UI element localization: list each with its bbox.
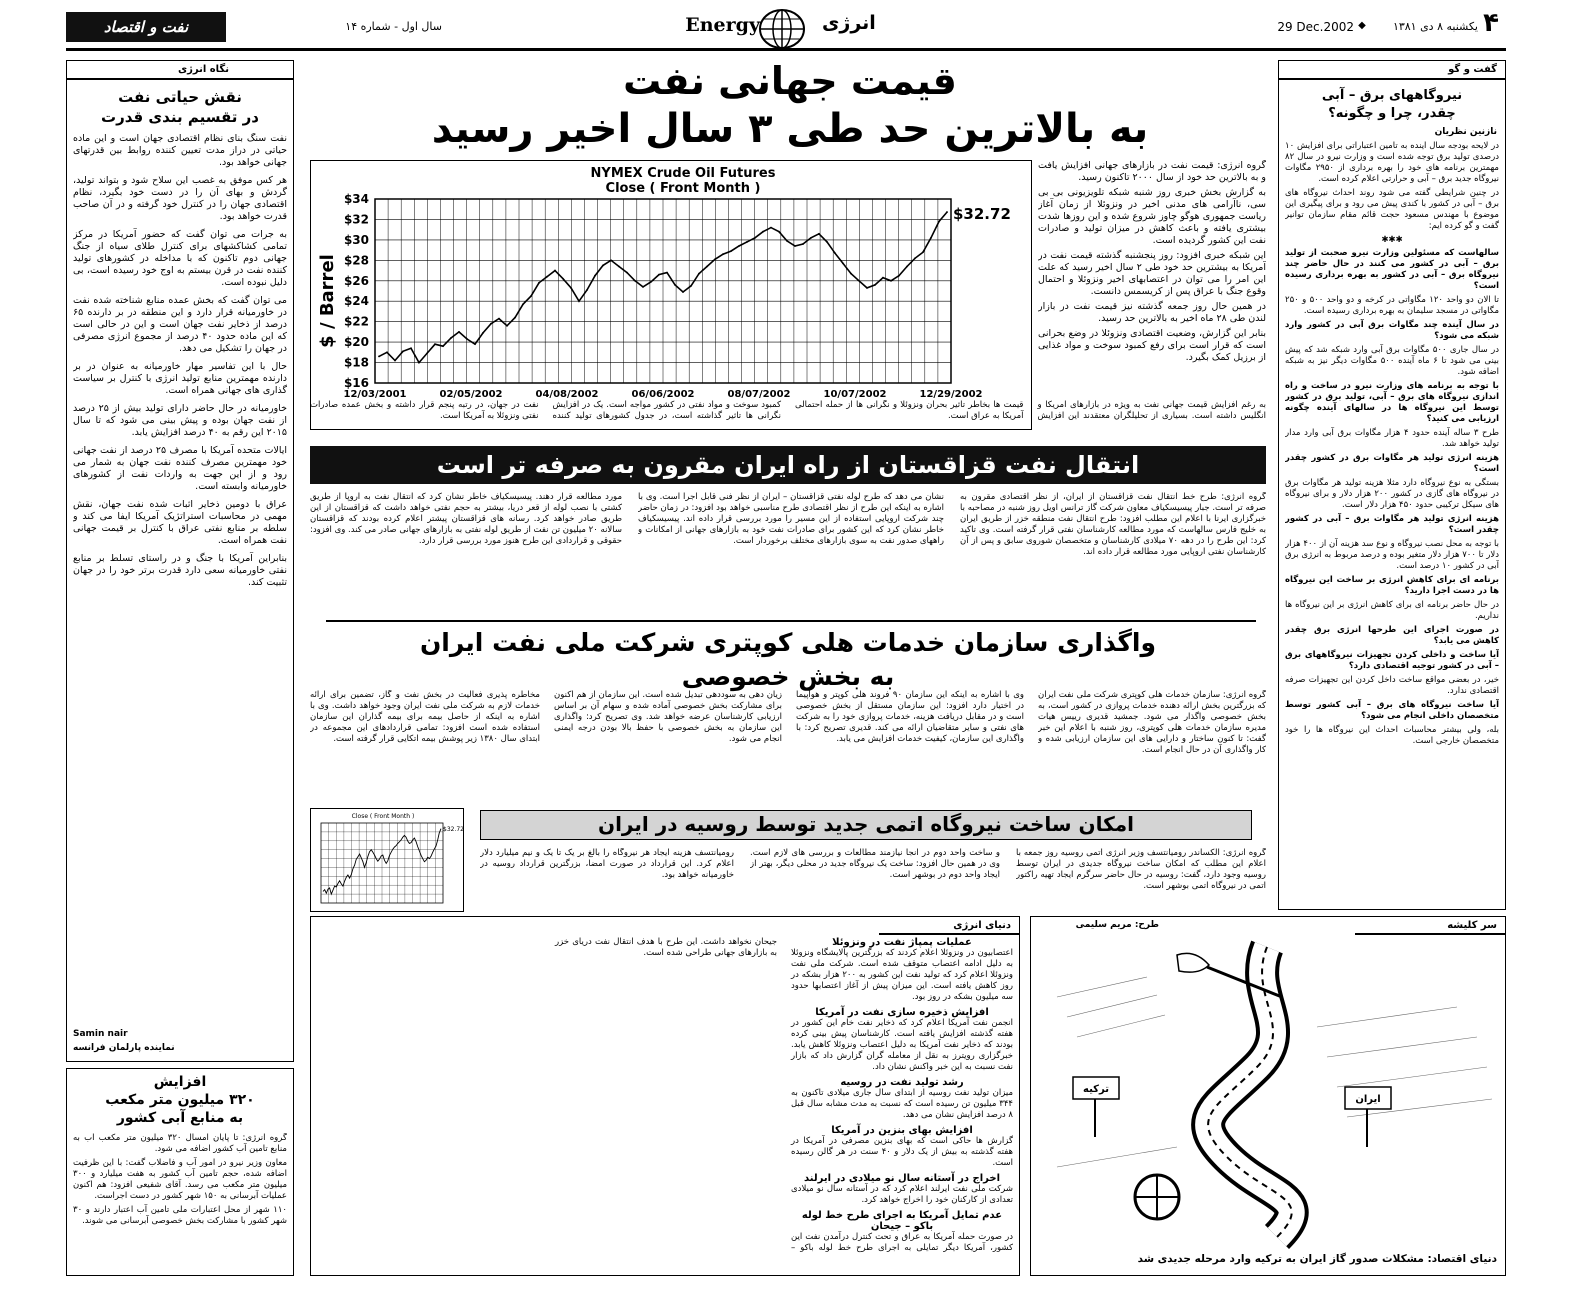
world-energy-item [791, 1077, 1013, 1121]
kazakh-article [310, 492, 1266, 608]
masthead-logo: نفت و اقتصاد [66, 12, 226, 42]
world-energy-item-text: شرکت ملی نفت ایرلند اعلام کرد که در آستانه سال نو میلادی تعدادی از کارکنان خود را اخراج خواهد کرد. [791, 1184, 1013, 1205]
right-paragraph: بله، ولی بیشتر محاسبات احداث این نیروگاه ها را خود متخصصان خارجی است. [1285, 725, 1499, 746]
world-energy-item-text: گزارش ها حاکی است که بهای بنزین مصرفی در آمریکا در هفته گذشته به بیش از یک دلار و ۴۰ سنت در هر گالن رسیده است. [791, 1136, 1013, 1168]
chart-data-point [450, 337, 452, 339]
left-paragraph: می توان گفت که بخش عمده منابع شناخته شده نفت در خاورمیانه قرار دارد و این منطقه در بر دارنده ۶۵ درصد از ذخایر نفت جهان است و این در حالی است که این ماده حدود ۴۰ درصد از مجموع انرژی مصرفی در جهان را تشکیل می دهد. [73, 295, 287, 354]
date-fa: یکشنبه ۸ دی ۱۳۸۱ [1392, 20, 1478, 33]
right-question: در سال آینده چند مگاوات برق آبی در کشور وارد شبکه می شود؟ [1285, 320, 1499, 341]
russia-article [480, 848, 1266, 912]
chart-y-tick-label: $34 [343, 192, 369, 206]
world-energy-item-text: میزان تولید نفت روسیه از ابتدای سال جاری میلادی تاکنون به ۳۴۴ میلیون تن رسیده است که نسبت به مدت مشابه سال قبل ۸ درصد افزایش نشان می دهد. [791, 1088, 1013, 1120]
chart-end-label: $32.72 [953, 205, 1011, 223]
right-paragraph: طرح ۳ ساله آینده حدود ۴ هزار مگاوات برق آبی وارد مدار تولید خواهد شد. [1285, 428, 1499, 449]
helicopter-column: گروه انرژی: سازمان خدمات هلی کوپتری شرکت ملی نفت ایران که بزرگترین بخش ارائه دهنده خدمات پروازی در کشور است، به بخش خصوصی واگذار می شود. جمشید قدیری رییس هیات مدیره سازمان خدمات هلی کوپتری، روز شنبه با اعلام این خبر گفت: تا کنون ساختار و دارایی های این سازمان ارزیابی شده و کار واگذاری آن در حال انجام است. [1038, 690, 1266, 755]
chart-data-point [778, 231, 780, 233]
chart-data-point [922, 251, 924, 253]
world-energy-item-title: افزایش ذخیره سازی نفت در آمریکا [815, 1007, 989, 1018]
right-question: هزینه انرژی تولید هر مگاوات برق در کشور چقدر است؟ [1285, 453, 1499, 474]
left-paragraph: عراق با دومین ذخایر اثبات شده نفت جهان، نقش مهمی در محاسبات استراتژیک آمریکا ایفا می کند و سلطه بر منابع نفتی عراق با کنترل بر قیمت جهانی نفت همراه است. [73, 499, 287, 546]
chart-data-point [826, 241, 828, 243]
lead-article [1038, 160, 1266, 430]
chart-data-point [530, 295, 532, 297]
russia-headline: امکان ساخت نیروگاه اتمی جدید توسط روسیه در ایران [480, 810, 1252, 840]
lead-article-continued [310, 400, 1266, 440]
chart-data-point [410, 347, 412, 349]
left-paragraph: نفت سنگ بنای نظام اقتصادی جهان است و این ماده حیاتی در دراز مدت تعیین کننده روابط بین قدرتهای جهانی خواهد بود. [73, 133, 287, 168]
chart-data-point [626, 272, 628, 274]
masthead: نفت و اقتصاد سال اول - شماره ۱۴ Energy انرژی 29 Dec.2002 ◆ یکشنبه ۸ دی ۱۳۸۱ ۴ [66, 8, 1506, 48]
water-paragraph: گروه انرژی: تا پایان امسال ۳۲۰ میلیون متر مکعب آب به منابع تامین آب کشور اضافه می شود. [73, 1133, 287, 1154]
chart-data-point [842, 263, 844, 265]
left-column-title-line2: در تقسیم بندی قدرت [101, 108, 259, 126]
chart-data-point [874, 284, 876, 286]
russia-column: گروه انرژی: الکساندر رومیانتسف وزیر انرژی اتمی روسیه روز جمعه با اعلام این مطلب که امکان ساخت نیروگاه جدیدی در ایران توسط روسیه وجود دارد، گفت: روسیه در حال حاضر سرگرم ایجاد تهیه راکتور اتمی در نیروگاه اتمی بوشهر است. [1016, 848, 1266, 891]
left-paragraph: بنابراین آمریکا با جنگ و در راستای تسلط بر منابع نفتی خاورمیانه سعی دارد قدرت برتر خود را در جهان تثبیت کند. [73, 553, 287, 588]
world-energy-item-text: انجمن نفت آمریکا اعلام کرد که ذخایر نفت خام این کشور در هفته گذشته افزایش یافته است. کارشناسان پیش بینی کرده بودند که ذخایر نفت آمریکا به دلیل اعتصاب ونزوئلا کاهش یابد. خبرگزاری رویترز به نقل از معامله گران گزارش داد که بازار نفت نسبت به این خبر واکنش نشان داد. [791, 1018, 1013, 1072]
cartoon-section [1030, 916, 1506, 1276]
chart-data-point [506, 325, 508, 327]
world-energy-item [791, 1007, 1013, 1073]
chart-data-point [522, 303, 524, 305]
main-headline-line2: به بالاترین حد طی ۳ سال اخیر رسید [431, 106, 1149, 152]
world-energy-section [310, 916, 1020, 1276]
left-column-box [66, 60, 294, 1062]
left-column-byline-fa: نماینده پارلمان فرانسه [73, 1043, 175, 1053]
chart-data-point [674, 284, 676, 286]
chart-data-point [514, 317, 516, 319]
page-number: ۴ [1483, 8, 1499, 38]
left-paragraph: خاورمیانه در حال حاضر دارای تولید بیش از ۲۵ درصد از نفت جهان بوده و پیش بینی می شود که تا سال ۲۰۱۵ این رقم به ۴۰ درصد افزایش یابد. [73, 403, 287, 438]
world-energy-item-title: اخراج در آستانه سال نو میلادی در ایرلند [803, 1173, 1001, 1184]
mini-chart-title: Close ( Front Month ) [351, 813, 415, 820]
chart-data-point [538, 282, 540, 284]
world-energy-item-title: افزایش بهای بنزین در آمریکا [831, 1125, 973, 1136]
right-question: آیا ساخت نیروگاه های برق – آبی کشور توسط متخصصان داخلی انجام می شود؟ [1285, 700, 1499, 721]
world-energy-kicker: دنیای انرژی [953, 920, 1011, 931]
lead-paragraph: به رغم افزایش قیمت جهانی نفت به ویژه در بازارهای آمریکا و انگلیس داشته است. بسیاری از تحلیلگران معتقدند این افزایش قیمت ها بخاطر تاثیر بحران ونزوئلا و نگرانی ها از حمله احتمالی آمریکا به عراق است. [795, 400, 1266, 421]
globe-icon [750, 6, 814, 52]
chart-data-point [618, 266, 620, 268]
pipeline-cartoon [1037, 937, 1499, 1249]
helicopter-column: وی با اشاره به اینکه این سازمان ۹۰ فروند هلی کوپتر و هواپیما در اختیار دارد افزود: این سازمان مستقل از بخش خصوصی است و در مقابل دریافت هزینه، خدمات پروازی خود را به شرکت های نفتی و سایر متقاضیان ارائه می کند. قدیری تصریح کرد: با واگذاری این سازمان، کیفیت خدمات افزایش می یابد. [796, 690, 1024, 744]
right-paragraph: در لایحه بودجه سال آینده به تامین اعتباراتی برای افزایش ۱۰ درصدی تولید برق توجه شده است و وزارت نیرو در سال ۸۲ مهمترین برنامه های خود را بهره برداری از ۲۹۵۰ مگاوات نیروگاه جدید برق – آبی و حرارتی اعلام کرده است. [1285, 141, 1499, 184]
chart-data-point [658, 274, 660, 276]
chart-y-tick-label: $30 [343, 232, 369, 247]
right-column-kicker: گفت و گو [1448, 64, 1497, 75]
water-title-line1: ۳۲۰ میلیون متر مکعب [105, 1092, 255, 1108]
chart-data-point [794, 245, 796, 247]
mini-chart-svg [311, 809, 463, 911]
chart-data-point [850, 273, 852, 275]
chart-data-point [482, 332, 484, 334]
world-energy-item-text: اعتصابیون در ونزوئلا اعلام کردند که بزرگترین پالایشگاه ونزوئلا به دلیل ادامه اعتصاب متوقف شده است. شرکت ملی نفت ونزوئلا اعلام کرد که تولید نفت این کشور به ۲۰۰ هزار بشکه در روز کاهش یافته است. این میزان پیش از آغاز اعتصابها حدود سه میلیون بشکه در روز بود. [791, 948, 1013, 1002]
chart-y-axis-label: $ / Barrel [317, 254, 338, 348]
chart-data-point [418, 362, 420, 364]
chart-title: NYMEX Crude Oil Futures [590, 166, 776, 181]
chart-x-tick-label: 12/29/2002 [919, 389, 983, 400]
chart-data-point [866, 287, 868, 289]
right-paragraph: در چنین شرایطی گفته می شود روند احداث نیروگاه های برق – آبی در کشور با کندی پیش می رود و برای پیگیری این موضوع با مهندس مسعود حجت قائم مقام سازمان توانیر گفت و گو کرده ایم: [1285, 188, 1499, 231]
cartoon-sign-turkey: ترکیه [1083, 1084, 1109, 1095]
oil-chart-svg [311, 161, 1030, 428]
right-question: سالهاست که مسئولین وزارت نیرو صحبت از تولید برق – آبی در کشور می کنند در حال حاضر چند نیروگاه برق – آبی در کشور به بهره برداری رسیده است؟ [1285, 248, 1499, 291]
right-paragraph: تا الان دو واحد ۱۲۰ مگاواتی در کرخه و دو واحد ۵۰۰ و ۲۵۰ مگاواتی در مسجد سلیمان به بهره برداری رسیده است. [1285, 295, 1499, 316]
chart-data-point [858, 280, 860, 282]
chart-data-point [786, 240, 788, 242]
lead-paragraph: گروه انرژی: قیمت نفت در بازارهای جهانی افزایش یافت و به بالاترین حد خود از سال ۲۰۰۰ تاکنون رسید. [1038, 160, 1266, 183]
chart-data-point [594, 275, 596, 277]
right-question: برنامه ای برای کاهش انرژی بر ساخت این نیروگاه ها در دست اجرا دارید؟ [1285, 575, 1499, 596]
water-kicker: افزایش [153, 1074, 207, 1090]
right-column-title-line1: نیروگاههای برق – آبی [1321, 88, 1463, 103]
right-question: در صورت اجرای این طرحها انرژی برق چقدر کاهش می یابد؟ [1285, 625, 1499, 646]
chart-y-tick-label: $32 [343, 212, 369, 227]
mini-chart [310, 808, 464, 912]
chart-data-point [930, 237, 932, 239]
right-column-title-line2: چقدر، چرا و چگونه؟ [1328, 106, 1456, 121]
chart-data-point [570, 287, 572, 289]
chart-data-point [562, 278, 564, 280]
kazakh-column: مورد مطالعه قرار دهند. پیسیسکیاف خاطر نشان کرد که انتقال نفت به اروپا از طریق کشتی با نصب لوله از قعر دریا، بیشتر به حجم نفتی خواهد داشت که قزاقستان از این طریق صادر خواهد کرد. رسانه های قزاقستان پیشتر اعلام کرده بودند که قزاقستان سالانه ۲۰ میلیون تن نفت از طریق لوله نفتی به بازارهای جهانی صادر می کند. وی افزود: حقوقی و قراردادی این طرح هنوز مورد بررسی قرار دارد. [310, 492, 622, 546]
chart-data-point [754, 237, 756, 239]
chart-data-point [466, 338, 468, 340]
chart-data-point [458, 331, 460, 333]
right-paragraph: با توجه به محل نصب نیروگاه و نوع سد هزینه آن از ۴۰۰ هزار دلار تا ۷۰۰ هزار دلار متغیر بوده و درصد مربوط به انرژی برق آبی در کشور ۱۰ درصد است. [1285, 539, 1499, 571]
left-paragraph: هر کس موفق به غصب این سلاح شود و بتواند تولید، گردش و بهای آن را در دست خود بگیرد، نظام اقتصادی جهان را در کنترل خود گرفته و در آن صاحب قدرت خواهد بود. [73, 175, 287, 222]
chart-data-point [682, 291, 684, 293]
right-paragraph: در حال حاضر برنامه ای برای کاهش انرژی بر این نیروگاه ها نداریم. [1285, 600, 1499, 621]
right-column-byline: نازنین نظریان [1434, 127, 1497, 137]
water-body [73, 1133, 287, 1271]
chart-data-point [898, 275, 900, 277]
world-energy-item [791, 937, 1013, 1003]
helicopter-headline-line2: به بخش خصوصی [681, 662, 895, 691]
water-paragraph: معاون وزیر نیرو در امور آب و فاضلاب گفت: با این ظرفیت اضافه شده، حجم تامین آب کشور به هفت میلیارد و ۳۰۰ میلیون متر مکعب می رسد. آقای شفیعی افزود: هم اکنون عملیات آبرسانی به ۱۵۰ شهر کشور در دست اجراست. [73, 1158, 287, 1201]
chart-data-point [770, 227, 772, 229]
chart-data-point [714, 258, 716, 260]
helicopter-column: مخاطره پذیری فعالیت در بخش نفت و گاز، تضمین برای ارائه خدمات لازم به شرکت ملی نفت ایران وجود خواهد داشت. وی با اشاره به اینکه از حاصل بیمه برای بیمه گذاران این سازمان استفاده شده است افزود: تمامی قراردادهای این مجموعه در ابتدای سال ۱۳۸۰ زیر پوشش بیمه اتکایی قرار گرفته است. [310, 690, 540, 744]
water-title [71, 1073, 289, 1127]
chart-data-point [650, 281, 652, 283]
helicopter-headline [310, 626, 1266, 694]
left-paragraph: به جرات می توان گفت که حضور آمریکا در مرکز تمامی کشاکشهای برای کنترل طلای سیاه از جنگ جهانی دوم تاکنون که با مداخله در کشورهای تولید کننده نفت در قرن بیستم به اوج خود رسیده است، بی دلیل نبوده است. [73, 229, 287, 288]
water-title-line2: به منابع آبی کشور [116, 1110, 244, 1126]
chart-y-tick-label: $22 [343, 314, 369, 329]
chart-x-tick-label: 08/07/2002 [727, 389, 791, 400]
russia-column: رومیانتسف هزینه ایجاد هر نیروگاه را بالغ بر یک تا یک و نیم میلیارد دلار اعلام کرد. این قرارداد در صورت امضا، بزرگترین قرارداد روسیه در خاورمیانه خواهد بود. [480, 848, 734, 880]
chart-data-point [474, 343, 476, 345]
chart-data-point [810, 237, 812, 239]
helicopter-column: زیان دهی به سوددهی تبدیل شده است. این سازمان از هم اکنون برای مشارکت بخش خصوصی آماده شده و سهام آن بر اساس ارزیابی کارشناسان عرضه خواهد شد. وی تصریح کرد: واگذاری این سازمان به بخش خصوصی با حفظ بالا بودن درجه ایمنی انجام می شود. [554, 690, 782, 744]
chart-x-tick-label: 04/08/2002 [535, 389, 599, 400]
kazakh-column: گروه انرژی: طرح خط انتقال نفت قزاقستان از ایران، از نظر اقتصادی مقرون به صرفه تر است. جبار پیسیسکیاف معاون شرکت گاز ترانس اویل روز شنبه در مصاحبه با خبرگزاری ایرنا با اعلام این مطلب افزود: طرح انتقال نفت منطقه خزر از طریق ایران به خلیج فارس سالهاست که مورد مطالعه کارشناسان نفتی قرار گرفته است. وی تاکید کرد: این طرح را در دهه ۷۰ میلادی کارشناسان و متخصصان شوروی سابق و پس از آن کارشناسان نفتی اروپایی مورد مطالعه قرار داده اند. [960, 492, 1266, 557]
lead-paragraph: به گزارش بخش خبری روز شنبه شبکه تلویزیونی بی بی سی، ناآرامی های مدنی اخیر در ونزوئلا از زمان آغاز ریاست جمهوری هوگو چاوز شروع شده و این روزها شدت بیشتری یافته و باعث کاهش در میزان تولید و صادرات نفت این کشور گردیده است. [1038, 187, 1266, 246]
right-question: با توجه به برنامه های وزارت نیرو در ساخت و راه اندازی نیروگاه های برق – آبی، تولید برق در کشور توسط این نیروگاه ها در سالهای آینده چگونه ارزیابی می کنید؟ [1285, 381, 1499, 424]
cartoon-credit: طرح: مریم سلیمی [1075, 920, 1159, 930]
right-question: آیا ساخت و داخلی کردن تجهیزات نیروگاههای برق – آبی در کشور توجیه اقتصادی دارد؟ [1285, 650, 1499, 671]
cartoon-caption: دنیای اقتصاد: مشکلات صدور گاز ایران به ترکیه وارد مرحله جدیدی شد [1137, 1253, 1497, 1265]
right-paragraph: بستگی به نوع نیروگاه دارد مثلا هزینه تولید هر مگاوات برق در نیروگاه های گازی در کشور ۲۰۰ هزار دلار و برای نیروگاه های سیکل ترکیبی حدود ۴۵۰ هزار دلار است. [1285, 478, 1499, 510]
right-column-body [1285, 141, 1499, 905]
chart-data-point [698, 273, 700, 275]
world-energy-item-title: عملیات پمپاژ نفت در ونزوئلا [832, 937, 972, 948]
chart-y-tick-label: $26 [343, 273, 369, 288]
cartoon-kicker: سر کلیشه [1447, 920, 1497, 931]
chart-x-tick-label: 12/03/2001 [343, 389, 407, 400]
chart-data-point [690, 285, 692, 287]
chart-data-point [834, 252, 836, 254]
cartoon-sign-iran: ایران [1355, 1094, 1381, 1105]
world-energy-item-title: عدم تمایل آمریکا به اجرای طرح خط لوله باکو – جیحان [801, 1210, 1003, 1232]
chart-data-point [722, 253, 724, 255]
chart-data-point [394, 360, 396, 362]
mini-chart-end-label: $32.72 [443, 826, 463, 833]
chart-data-point [378, 356, 380, 358]
chart-data-point [434, 343, 436, 345]
chart-y-tick-label: $18 [343, 355, 369, 370]
chart-data-point [802, 243, 804, 245]
main-headline-line1: قیمت جهانی نفت [623, 59, 957, 103]
chart-y-tick-label: $16 [343, 376, 369, 390]
chart-data-point [890, 280, 892, 282]
world-energy-body [319, 937, 1013, 1271]
helicopter-article [310, 690, 1266, 802]
chart-data-point [762, 231, 764, 233]
date-en: 29 Dec.2002 [1277, 20, 1354, 34]
chart-data-point [706, 266, 708, 268]
chart-data-point [906, 266, 908, 268]
chart-data-point [642, 286, 644, 288]
chart-data-point [386, 351, 388, 353]
section-title-en: Energy [685, 14, 760, 36]
lead-paragraph: این شبکه خبری افزود: روز پنجشنبه گذشته قیمت نفت در آمریکا به بیشترین حد خود طی ۲ سال اخیر رسید که علت این امر را می توان در اعتصابهای اخیر ونزوئلا و احتمال وقوع جنگ با عراق پس از کریسمس دانست. [1038, 250, 1266, 297]
chart-x-tick-label: 06/06/2002 [631, 389, 695, 400]
chart-data-point [946, 211, 948, 213]
chart-data-point [938, 221, 940, 223]
kazakh-headline: انتقال نفت قزاقستان از راه ایران مقرون به صرفه تر است [310, 446, 1266, 484]
russia-column: و ساخت واحد دوم در آنجا نیازمند مطالعات و بررسی های لازم است. وی در همین حال افزود: ساخت یک نیروگاه جدید در محلی دیگر، بهتر از ایجاد واحد دوم در بوشهر است. [750, 848, 1000, 880]
world-energy-item [791, 1173, 1013, 1206]
chart-data-point [490, 323, 492, 325]
oil-price-chart [310, 160, 1032, 430]
kazakh-column: نشان می دهد که طرح لوله نفتی قزاقستان – ایران از نظر فنی قابل اجرا است. وی با اشاره به اینکه این طرح از نظر اقتصادی طرح مناسبی خواهد بود افزود: در زمان حاضر چند شرکت اروپایی استفاده از این مسیر را مورد بررسی قرار داده اند. پیسیسکیاف خاطر نشان کرد که این کشور برای صادرات نفت خود به بازارهای جهانی از امکانات و راههای صدور نفت به سوی بازارهای مختلف برخوردار است. [638, 492, 944, 546]
right-column-title [1283, 87, 1501, 123]
section-title-fa: انرژی [822, 12, 876, 34]
left-column-title-line1: نقش حیاتی نفت [118, 88, 242, 106]
issue-number: سال اول - شماره ۱۴ [345, 20, 442, 33]
chart-data-point [738, 245, 740, 247]
chart-data-point [426, 352, 428, 354]
world-energy-item-text: در صورت حمله آمریکا به عراق و تحت کنترل درآمدن نفت این کشور، آمریکا دیگر تمایلی به اجرای طرح خط لوله باکو – جیحان نخواهد داشت. این طرح با هدف انتقال نفت دریای خزر به بازارهای جهانی طراحی شده است. [555, 937, 1013, 1253]
chart-y-tick-label: $28 [343, 253, 369, 268]
chart-y-tick-label: $24 [343, 294, 369, 309]
left-column-title [71, 87, 289, 127]
chart-x-tick-label: 02/05/2002 [439, 389, 503, 400]
chart-data-point [554, 270, 556, 272]
chart-data-point [578, 300, 580, 302]
right-column-box [1278, 60, 1506, 910]
right-paragraph: خیر، در بعضی مواقع ساخت داخل کردن این تجهیزات صرفه اقتصادی ندارد. [1285, 675, 1499, 696]
chart-x-tick-label: 10/07/2002 [823, 389, 887, 400]
world-energy-item [791, 1125, 1013, 1169]
left-paragraph: ایالات متحده آمریکا با مصرف ۲۵ درصد از نفت جهانی خود مهمترین مصرف کننده نفت جهان به شمار می رود و از این جهت به واردات نفت از کشورهای خاورمیانه وابسته است. [73, 445, 287, 492]
chart-data-point [546, 276, 548, 278]
helicopter-headline-line1: واگذاری سازمان خدمات هلی کوپتری شرکت ملی نفت ایران [419, 628, 1157, 657]
chart-data-point [402, 350, 404, 352]
right-question: هزینه انرژی تولید هر مگاوات برق – آبی در کشور چقدر است؟ [1285, 514, 1499, 535]
water-paragraph: ۱۱۰ شهر از محل اعتبارات ملی تامین آب اعتبار دارند و ۳۰ شهر کشور با مشارکت بخش خصوصی آبرسانی می شوند. [73, 1205, 287, 1226]
chart-data-point [746, 241, 748, 243]
left-column-kicker: نگاه انرژی [177, 64, 229, 75]
chart-data-point [586, 289, 588, 291]
chart-y-tick-label: $20 [343, 335, 369, 350]
lead-paragraph: در همین حال روز جمعه گذشته نیز قیمت نفت در بازار لندن طی ۲۸ ماه اخیر به بالاترین حد رسید. [1038, 301, 1266, 324]
lead-paragraph: کمبود سوخت و مواد نفتی در کشور مواجه است. یک در افزایش نگرانی ها تاثیر گذاشته است، در جدول کشورهای تولید کننده نفت در جهان، در رتبه پنجم قرار داشته و بخش عمده صادرات نفتی ونزوئلا به آمریکا است. [310, 400, 781, 421]
chart-data-point [498, 318, 500, 320]
left-column-body [73, 133, 287, 1025]
chart-subtitle: Close ( Front Month ) [605, 181, 761, 196]
chart-data-point [730, 250, 732, 252]
right-paragraph: در سال جاری ۵۰۰ مگاوات برق آبی وارد شبکه شد که پیش بینی می شود تا ۶ ماه آینده ۵۰۰ مگاوات دیگر نیز به شبکه اضافه شود. [1285, 345, 1499, 377]
lead-paragraph: بنابر این گزارش، وضعیت اقتصادی ونزوئلا در وضع بحرانی است که قرار است برای رفع کمبود سوخت و مواد غذایی از برزیل کمک بگیرد. [1038, 328, 1266, 363]
world-energy-item-title: رشد تولید نفت در روسیه [840, 1077, 964, 1088]
chart-data-point [602, 265, 604, 267]
main-headline [310, 58, 1270, 154]
chart-data-point [610, 259, 612, 261]
left-column-byline-en: Samin nair [73, 1029, 128, 1039]
chart-data-point [882, 277, 884, 279]
chart-data-point [442, 345, 444, 347]
chart-data-point [634, 280, 636, 282]
chart-data-point [914, 257, 916, 259]
right-column-separator: ✱✱✱ [1381, 235, 1403, 245]
chart-data-point [818, 233, 820, 235]
chart-data-point [666, 272, 668, 274]
water-box [66, 1068, 294, 1276]
left-paragraph: حال با این تفاسیر مهار خاورمیانه به عنوان در بر دارنده مهمترین منابع تولید انرژی با کنترل بر سیاست گذاری های جهانی همراه است. [73, 361, 287, 396]
